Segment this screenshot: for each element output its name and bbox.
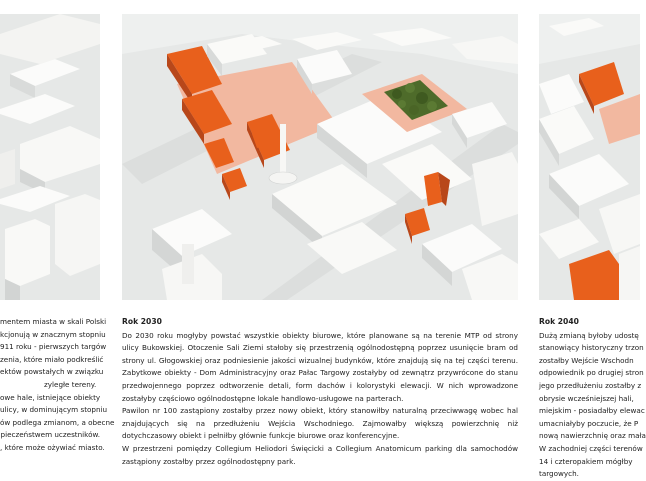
section-heading: Rok 2030 [122,317,162,326]
text-line: targowych. [539,469,579,479]
text-line: kcjonują w znacznym stopniu [0,329,106,339]
render-image-2040 [539,14,640,300]
text-line: obrysie wcześniejszej hali, [539,393,634,403]
model-render-left [0,14,100,300]
text-line: stanowiący historyczny trzon [539,343,644,353]
text-line: jego przedłużeniu zostałby z [539,380,642,390]
text-line: zyległe tereny. [44,379,97,389]
paragraph: Pawilon nr 100 zastąpiony zostałby przez nowy obiekt, który stanowiłby naturalną przeciwwagę wobec hal znajdujących się na przedłużeniu Wejścia Wschodniego. Zajmowałby większą powierzchnię niż dotychczasowy obiekt i pełniłby głównie funkcje biurowe oraz konferencyjne. [122,406,518,441]
text-line: owe hale, istniejące obiekty [0,392,101,402]
text-line: ulicy, w dominującym stopniu [0,405,108,415]
model-render-2040 [539,14,640,300]
text-line: umacniałyby poczucie, że P [539,418,639,428]
text-column-2040 [539,316,646,481]
section-heading: Rok 2040 [539,317,579,326]
render-image-2030 [122,14,518,300]
text-line: odpowiednik po drugiej stron [539,368,644,378]
text-line: W zachodniej części terenów [539,443,643,453]
text-line: miejskim - posiadałby elewac [539,406,645,416]
text-line: ektów powstałych w związku [0,367,104,377]
render-image-left [0,14,100,300]
text-line: pieczeństwem uczestników. [0,430,100,440]
model-render-2030 [122,14,518,300]
paragraph: Do 2030 roku mogłyby powstać wszystkie obiekty biurowe, które planowane są na terenie MTP od strony ulicy Bukowskiej. Otoczenie Sali Ziemi stałoby się przestrzenią ogólnodostępną poprzez usunięcie bram od strony ul. Głogowskiej oraz podniesienie jakości wizualnej budynków, które znajdują się na tej części terenu. Zabytkowe obiekty - Dom Administracyjny oraz Pałac Targowy zostałyby od zewnątrz przywrócone do stanu przedwojennego poprzez odtworzenie detali, form dachów i kolorystyki elewacji. W nich wprowadzone zostałyby częściowo ogólnodostępne lokale handlowo-usługowe na parterach. [122,330,518,403]
text-column-left [0,316,115,455]
text-column-2030 [122,316,518,468]
text-line: 14 i czteropakiem mógłby [539,456,633,466]
text-line: 911 roku - pierwszych targów [0,342,107,352]
text-line: mentem miasta w skali Polski [0,317,107,326]
text-line: zenia, które miało podkreślić [0,354,104,364]
text-line: Dużą zmianą byłoby udostę [539,330,639,340]
text-line: ów podlega zmianom, a obecne [0,417,115,427]
text-line: , które może ożywiać miasto. [0,442,105,452]
text-line: nową nawierzchnię oraz mała [539,431,646,441]
paragraph: W przestrzeni pomiędzy Collegium Heliodori Święcicki a Collegium Anatomicum parking dla samochodów zastąpiony zostałby przez ogólnodostępny park. [122,443,518,466]
text-line: zostałby Wejście Wschodn [539,355,634,365]
